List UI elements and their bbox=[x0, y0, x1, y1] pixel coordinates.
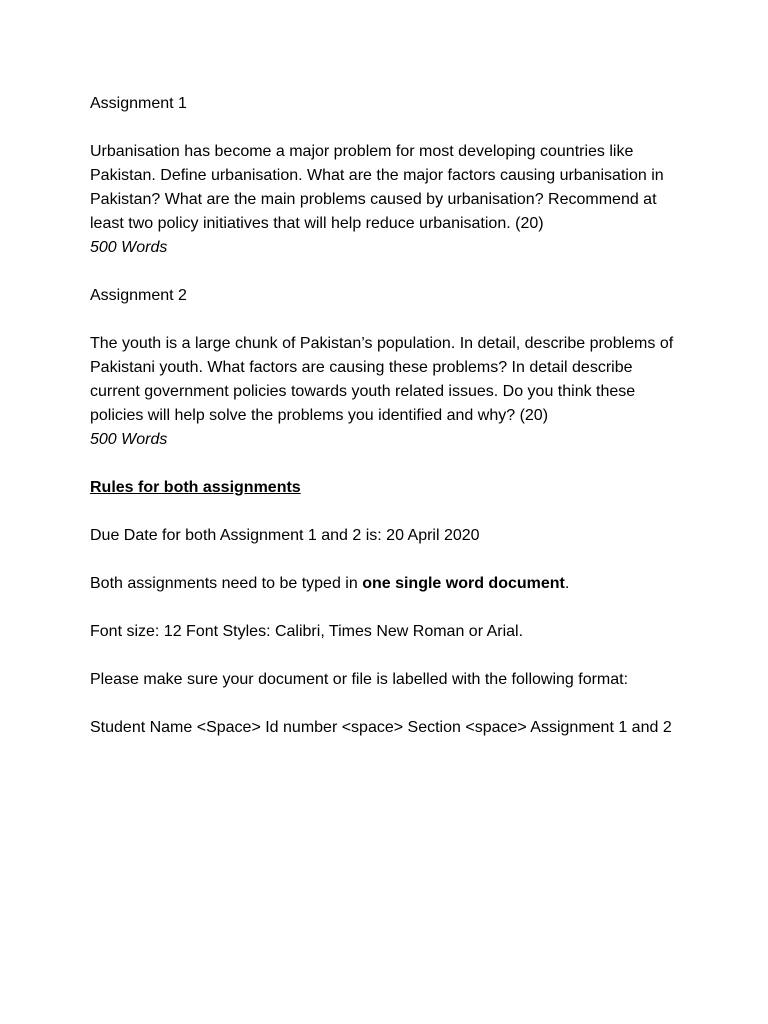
label-rule: Please make sure your document or file is labelled with the following format: bbox=[90, 671, 629, 688]
due-date-rule: Due Date for both Assignment 1 and 2 is: 20 April 2020 bbox=[90, 527, 480, 544]
typed-rule bbox=[90, 572, 680, 596]
typed-rule-suffix: . bbox=[564, 575, 570, 592]
typed-rule-emphasis: one single word document bbox=[362, 575, 565, 592]
rules-heading: Rules for both assignments bbox=[90, 479, 301, 496]
font-rule: Font size: 12 Font Styles: Calibri, Times New Roman or Arial. bbox=[90, 623, 524, 640]
assignment-2-heading: Assignment 2 bbox=[90, 287, 187, 304]
assignment-1-question: Urbanisation has become a major problem for most developing countries like Pakistan. Define urbanisation. What are the major factors causing urbanisation in Pakistan? What are the main problems caused by urbanisation? Recommend at least two policy initiatives that will help reduce urbanisation. (20) bbox=[90, 143, 664, 232]
assignment-1-heading: Assignment 1 bbox=[90, 95, 187, 112]
label-format: Student Name <Space> Id number <space> Section <space> Assignment 1 and 2 bbox=[90, 719, 672, 736]
typed-rule-prefix: Both assignments need to be typed in bbox=[90, 575, 363, 592]
assignment-2-word-limit: 500 Words bbox=[90, 431, 168, 448]
assignment-2-question: The youth is a large chunk of Pakistan’s population. In detail, describe problems of Pakistani youth. What factors are causing these problems? In detail describe current government policies towards youth related issues. Do you think these policies will help solve the problems you identified and why? (20) bbox=[90, 335, 674, 424]
document-page bbox=[90, 92, 680, 764]
assignment-1-word-limit: 500 Words bbox=[90, 239, 168, 256]
